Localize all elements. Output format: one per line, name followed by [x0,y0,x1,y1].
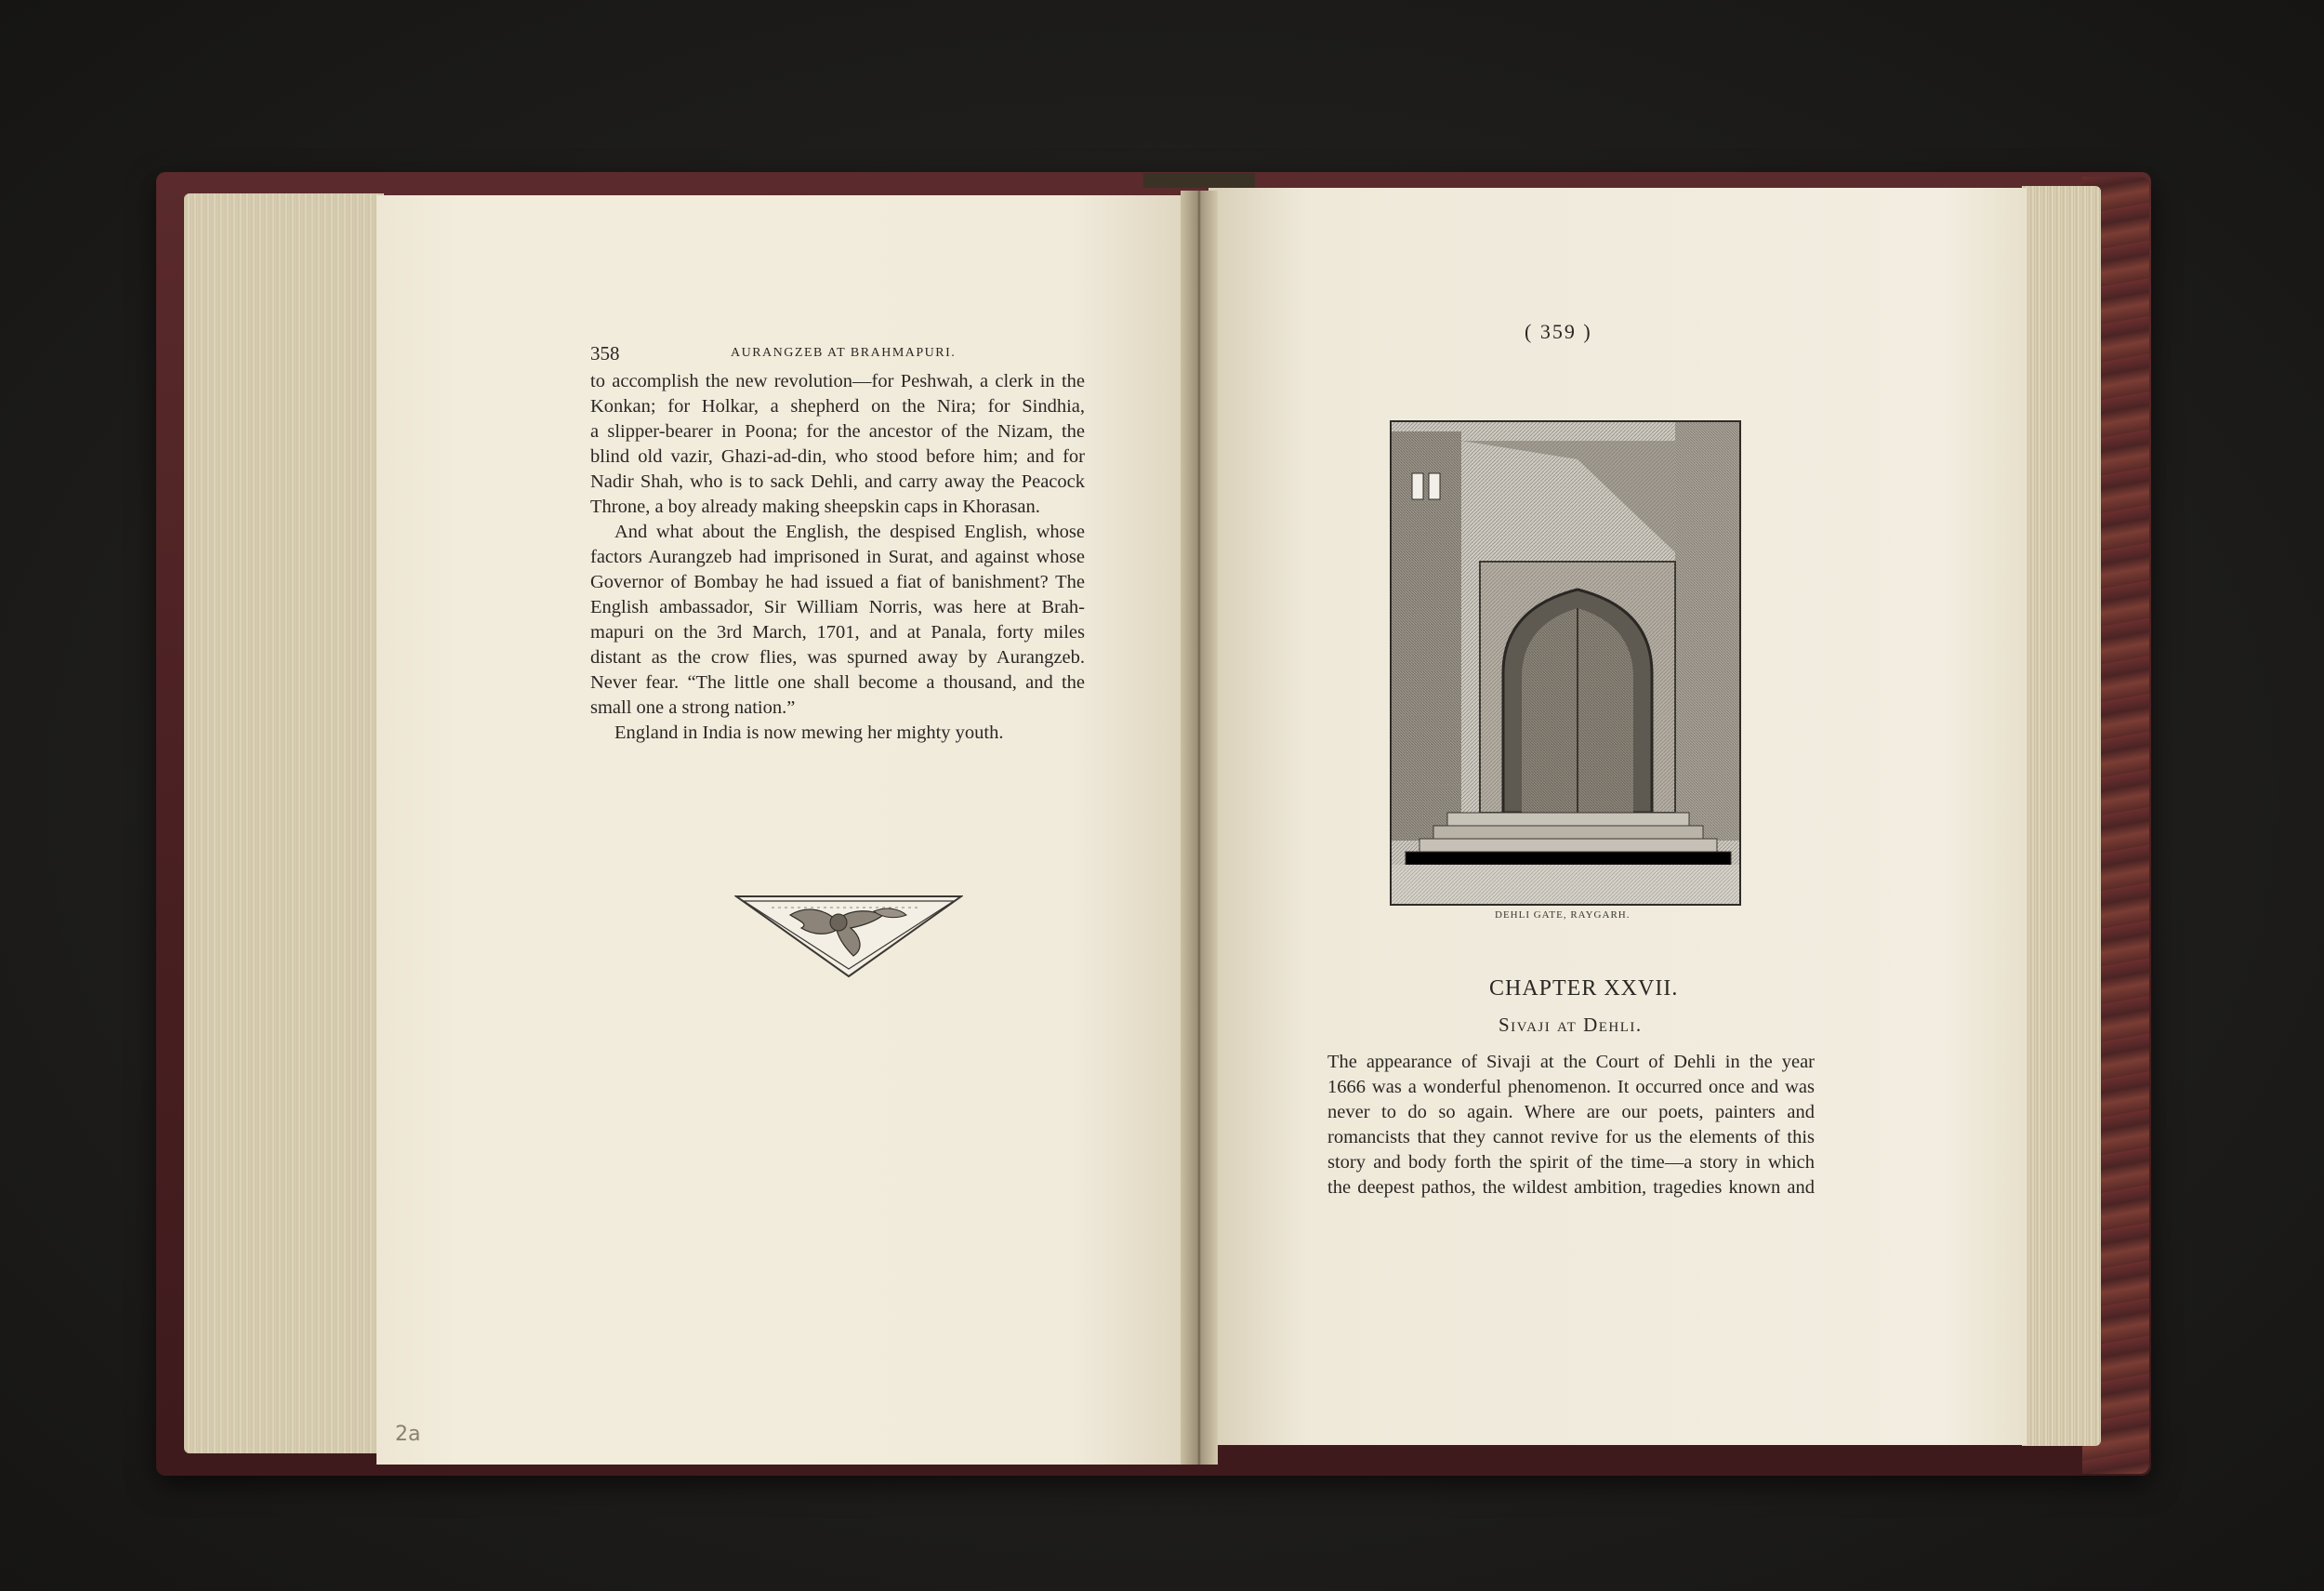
text-line: romancists that they cannot revive for us the elements of this [1327,1127,1815,1147]
text-line: never to do so again. Where are our poets, painters and [1327,1102,1815,1122]
text-line: small one a strong nation.” [590,697,796,718]
text-line: Governor of Bombay he had issued a fiat of banishment? The [590,572,1085,592]
spine-headband [1143,173,1255,188]
chapter-title: CHAPTER XXVII. [1489,976,1679,1001]
floral-tailpiece-ornament [734,895,963,978]
book-gutter [1181,191,1218,1465]
text-line: Nadir Shah, who is to sack Dehli, and carry away the Peacock [590,471,1085,492]
pencil-annotation: 2a [395,1423,421,1446]
text-line: the deepest pathos, the wildest ambition, tragedies known and [1327,1177,1815,1198]
text-line: English ambassador, Sir William Norris, was here at Brah- [590,597,1085,617]
text-line: mapuri on the 3rd March, 1701, and at Panala, forty miles [590,622,1085,643]
text-line: blind old vazir, Ghazi-ad-din, who stood before him; and for [590,446,1085,467]
right-page-block [2022,186,2101,1446]
left-page-block [184,193,384,1453]
dehli-gate-engraving [1390,420,1741,906]
right-body-text [1327,1050,1815,1200]
text-line: Konkan; for Holkar, a shepherd on the Nira; for Sindhia, [590,396,1085,417]
text-line: factors Aurangzeb had imprisoned in Surat, and against whose [590,547,1085,567]
plate-caption: DEHLI GATE, RAYGARH. [1495,909,1631,921]
text-line: Never fear. “The little one shall become a thousand, and the [590,672,1085,693]
text-line: to accomplish the new revolution—for Peshwah, a clerk in the [590,371,1085,391]
text-line: The appearance of Sivaji at the Court of Dehli in the year [1327,1052,1815,1072]
text-line: distant as the crow flies, was spurned away by Aurangzeb. [590,647,1085,668]
text-line: a slipper-bearer in Poona; for the ancestor of the Nizam, the [590,421,1085,442]
text-line: And what about the English, the despised English, whose [614,522,1085,542]
text-line: story and body forth the spirit of the time—a story in which [1327,1152,1815,1173]
chapter-subtitle: Sivaji at Dehli. [1499,1014,1643,1036]
left-page-number: 358 [590,342,620,365]
text-line: 1666 was a wonderful phenomenon. It occurred once and was [1327,1077,1815,1097]
text-line: England in India is now mewing her mighty youth. [614,723,1004,743]
left-running-head: AURANGZEB AT BRAHMAPURI. [731,346,957,360]
right-page-number: ( 359 ) [1525,320,1592,343]
text-line: Throne, a boy already making sheepskin caps in Khorasan. [590,497,1040,517]
left-body-text [590,369,1085,746]
